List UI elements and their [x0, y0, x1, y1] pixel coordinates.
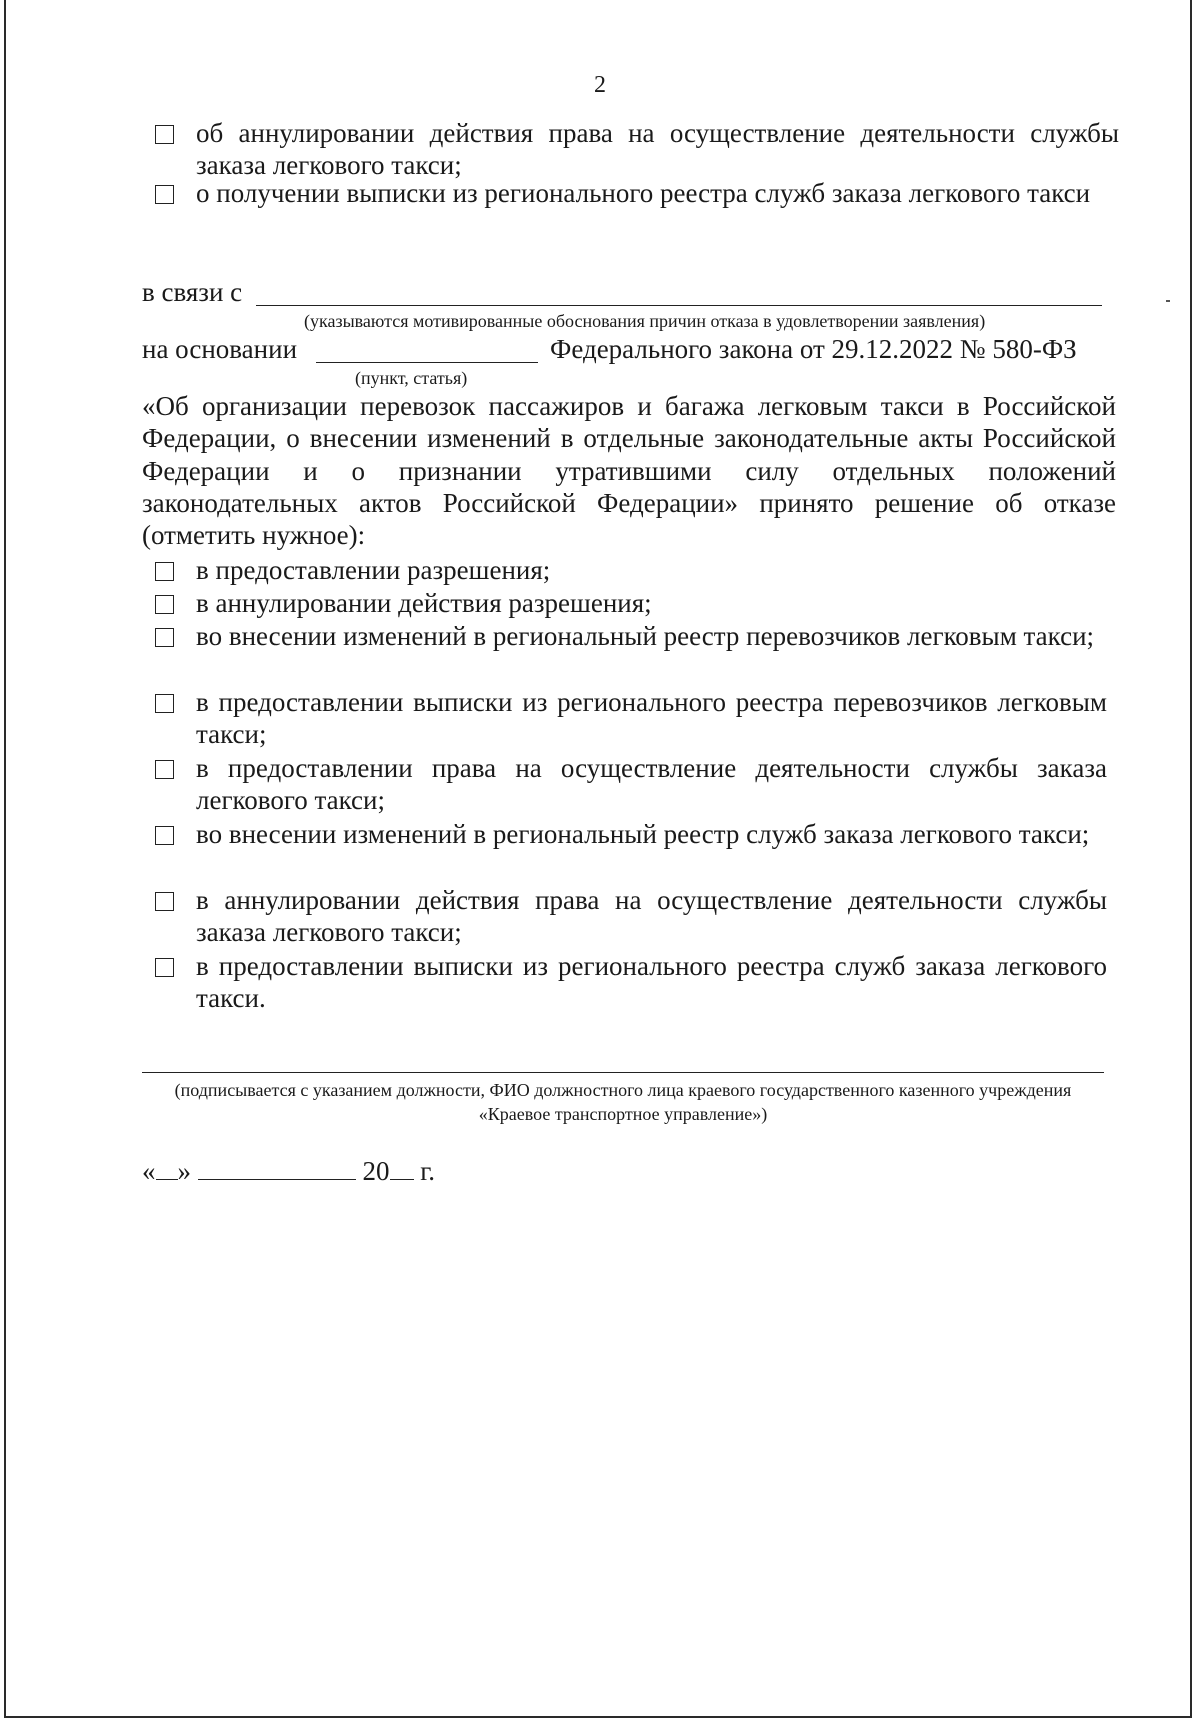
checkbox-refuse-service-extract[interactable]: [155, 950, 1107, 1014]
basis-law: Федерального закона от 29.12.2022 № 580-ФЗ: [550, 334, 1077, 364]
date-close-quote: »: [177, 1156, 191, 1186]
checkbox-refuse-annul-permit[interactable]: [155, 587, 1107, 619]
checkbox-label: в предоставлении права на осуществление деятельности службы заказа легкового такси;: [196, 753, 1107, 815]
checkbox-label: во внесении изменений в региональный реестр перевозчиков легковым такси;: [196, 621, 1095, 651]
checkbox-label: в предоставлении выписки из регионального реестра служб заказа легкового такси.: [196, 951, 1107, 1013]
checkbox-refuse-carrier-registry-change[interactable]: [155, 620, 1107, 652]
reason-input-line[interactable]: [256, 305, 1102, 306]
checkbox-box[interactable]: [155, 125, 174, 144]
basis-prefix: на основании: [142, 334, 298, 364]
date-line: [142, 1155, 435, 1187]
date-open-quote: «: [142, 1156, 156, 1186]
scan-mark: [1166, 300, 1170, 302]
checkbox-box[interactable]: [155, 628, 174, 647]
date-year-suffix: г.: [420, 1156, 436, 1186]
checkbox-label: в аннулировании действия права на осуществление деятельности службы заказа легкового такси;: [196, 885, 1107, 947]
checkbox-label: в предоставлении выписки из регионального реестра перевозчиков легковым такси;: [196, 687, 1107, 749]
basis-input-line[interactable]: [316, 362, 538, 363]
checkbox-refuse-annul-service-right[interactable]: [155, 884, 1107, 948]
page-frame: [4, 0, 1192, 1718]
signature-line[interactable]: [142, 1072, 1104, 1073]
page-number: 2: [594, 72, 606, 98]
basis-caption: (пункт, статья): [355, 368, 468, 388]
checkbox-refuse-service-right[interactable]: [155, 752, 1107, 816]
checkbox-obtain-service-extract[interactable]: [155, 177, 1119, 209]
checkbox-box[interactable]: [155, 185, 174, 204]
checkbox-label: в предоставлении разрешения;: [196, 555, 551, 585]
law-paragraph: «Об организации перевозок пассажиров и багажа легковым такси в Российской Федерации, о внесении изменений в отдельные законодательные акты Российской Федерации и о признании утратившими силу отдельных положений законодательных актов Российской Федерации» принято решение об отказе (отметить нужное):: [142, 391, 1116, 551]
checkbox-box[interactable]: [155, 826, 174, 845]
checkbox-label: во внесении изменений в региональный реестр служб заказа легкового такси;: [196, 819, 1090, 849]
checkbox-box[interactable]: [155, 562, 174, 581]
checkbox-label: в аннулировании действия разрешения;: [196, 588, 652, 618]
date-year-prefix: 20: [362, 1156, 390, 1186]
checkbox-refuse-carrier-extract[interactable]: [155, 686, 1107, 750]
date-day-blank[interactable]: [156, 1157, 178, 1180]
reason-prefix: в связи с: [142, 277, 243, 307]
date-month-blank[interactable]: [198, 1157, 356, 1180]
checkbox-annul-service-right[interactable]: [155, 117, 1119, 181]
checkbox-refuse-service-registry-change[interactable]: [155, 818, 1107, 850]
checkbox-label: об аннулировании действия права на осуществление деятельности службы заказа легкового такси;: [196, 118, 1119, 180]
checkbox-box[interactable]: [155, 694, 174, 713]
signature-caption: (подписывается с указанием должности, ФИО должностного лица краевого государственного казенного учреждения «Краевое транспортное управление»): [174, 1080, 1072, 1124]
checkbox-box[interactable]: [155, 595, 174, 614]
checkbox-label: о получении выписки из регионального реестра служб заказа легкового такси: [196, 178, 1091, 208]
checkbox-box[interactable]: [155, 958, 174, 977]
date-year-blank[interactable]: [390, 1157, 414, 1180]
checkbox-box[interactable]: [155, 892, 174, 911]
checkbox-box[interactable]: [155, 760, 174, 779]
reason-caption: (указываются мотивированные обоснования причин отказа в удовлетворении заявления): [304, 311, 986, 331]
checkbox-refuse-permit[interactable]: [155, 554, 1107, 586]
